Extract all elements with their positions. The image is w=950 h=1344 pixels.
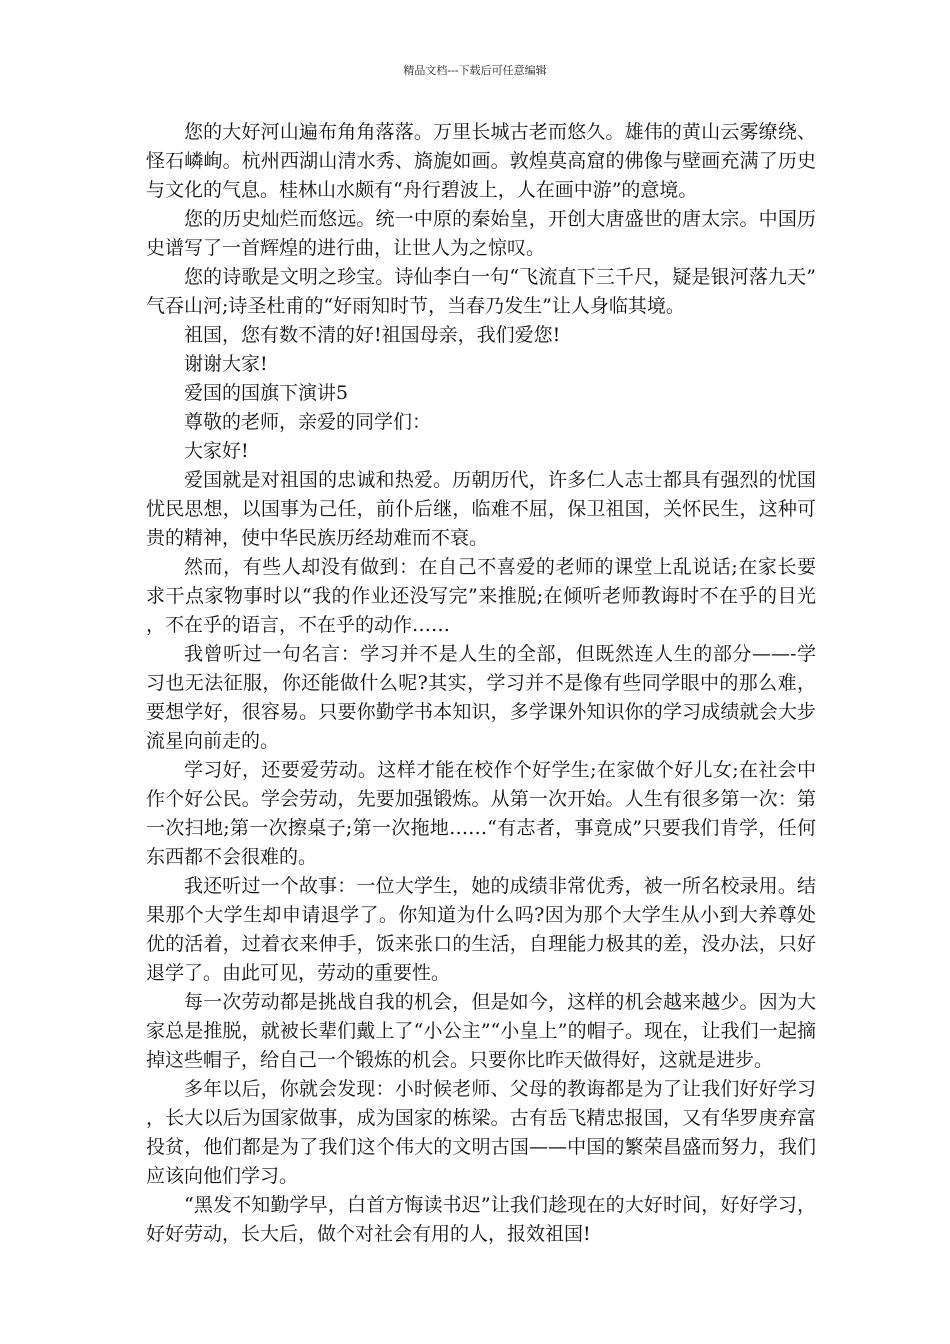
paragraph-poetry: 您的诗歌是文明之珍宝。诗仙李白一句“飞流直下三千尺，疑是银河落九天”气吞山河;诗圣杜甫的“好雨知时节，当春乃发生”让人身临其境。: [146, 266, 816, 317]
paragraph-patriotism: 爱国就是对祖国的忠诚和热爱。历朝历代，许多仁人志士都具有强烈的忧国忧民思想，以国事为己任，前仆后继，临难不屈，保卫祖国，关怀民生，这种可贵的精神，使中华民族历经劫难而不衰。: [146, 469, 816, 549]
paragraph-love-motherland: 祖国，您有数不清的好!祖国母亲，我们爱您!: [184, 324, 561, 346]
paragraph-closing: “黑发不知勤学早，白首方悔读书迟”让我们趁现在的大好时间，好好学习，好好劳动，长大后，做个对社会有用的人，报效祖国!: [146, 1194, 816, 1245]
speech-greeting: 大家好!: [184, 440, 249, 462]
paragraph-challenge: 每一次劳动都是挑战自我的机会，但是如今，这样的机会越来越少。因为大家总是推脱，就被长辈们戴上了“小公主”“小皇上”的帽子。现在，让我们一起摘掉这些帽子，给自己一个锻炼的机会。只要你比昨天做得好，这就是进步。: [146, 991, 816, 1071]
paragraph-future: 多年以后，你就会发现：小时候老师、父母的教诲都是为了让我们好好学习，长大以后为国家做事，成为国家的栋梁。古有岳飞精忠报国，又有华罗庚弃富投贫，他们都是为了我们这个伟大的文明古国——中国的繁荣昌盛而努力，我们应该向他们学习。: [146, 1078, 816, 1187]
paragraph-history: 您的历史灿烂而悠远。统一中原的秦始皇，开创大唐盛世的唐太宗。中国历史谱写了一首辉煌的进行曲，让世人为之惊叹。: [146, 208, 816, 259]
paragraph-labor: 学习好，还要爱劳动。这样才能在校作个好学生;在家做个好儿女;在社会中作个好公民。学会劳动，先要加强锻炼。从第一次开始。人生有很多第一次：第一次扫地;第一次擦桌子;第一次拖地……“有志者，事竟成”只要我们肯学，任何东西都不会很难的。: [146, 759, 816, 868]
document-body: [146, 118, 816, 1249]
speech-title: 爱国的国旗下演讲5: [184, 382, 349, 404]
speech-salutation: 尊敬的老师，亲爱的同学们：: [184, 411, 432, 433]
paragraph-scenery: 您的大好河山遍布角角落落。万里长城古老而悠久。雄伟的黄山云雾缭绕、怪石嶙峋。杭州西湖山清水秀、旖旎如画。敦煌莫高窟的佛像与壁画充满了历史与文化的气息。桂林山水颇有“舟行碧波上，人在画中游”的意境。: [146, 121, 816, 201]
paragraph-thanks: 谢谢大家!: [184, 353, 268, 375]
paragraph-quote-study: 我曾听过一句名言：学习并不是人生的全部，但既然连人生的部分——-学习也无法征服，你还能做什么呢?其实，学习并不是像有些同学眼中的那么难，要想学好，很容易。只要你勤学书本知识，多学课外知识你的学习成绩就会大步流星向前走的。: [146, 643, 816, 752]
paragraph-however: 然而，有些人却没有做到：在自己不喜爱的老师的课堂上乱说话;在家长要求干点家物事时以“我的作业还没写完”来推脱;在倾听老师教诲时不在乎的目光，不在乎的语言，不在乎的动作……: [146, 556, 816, 636]
paragraph-story: 我还听过一个故事：一位大学生，她的成绩非常优秀，被一所名校录用。结果那个大学生却申请退学了。你知道为什么吗?因为那个大学生从小到大养尊处优的活着，过着衣来伸手，饭来张口的生活，自理能力极其的差，没办法，只好退学了。由此可见，劳动的重要性。: [146, 875, 816, 984]
page-header: 精品文档---下载后可任意编辑: [403, 64, 547, 77]
